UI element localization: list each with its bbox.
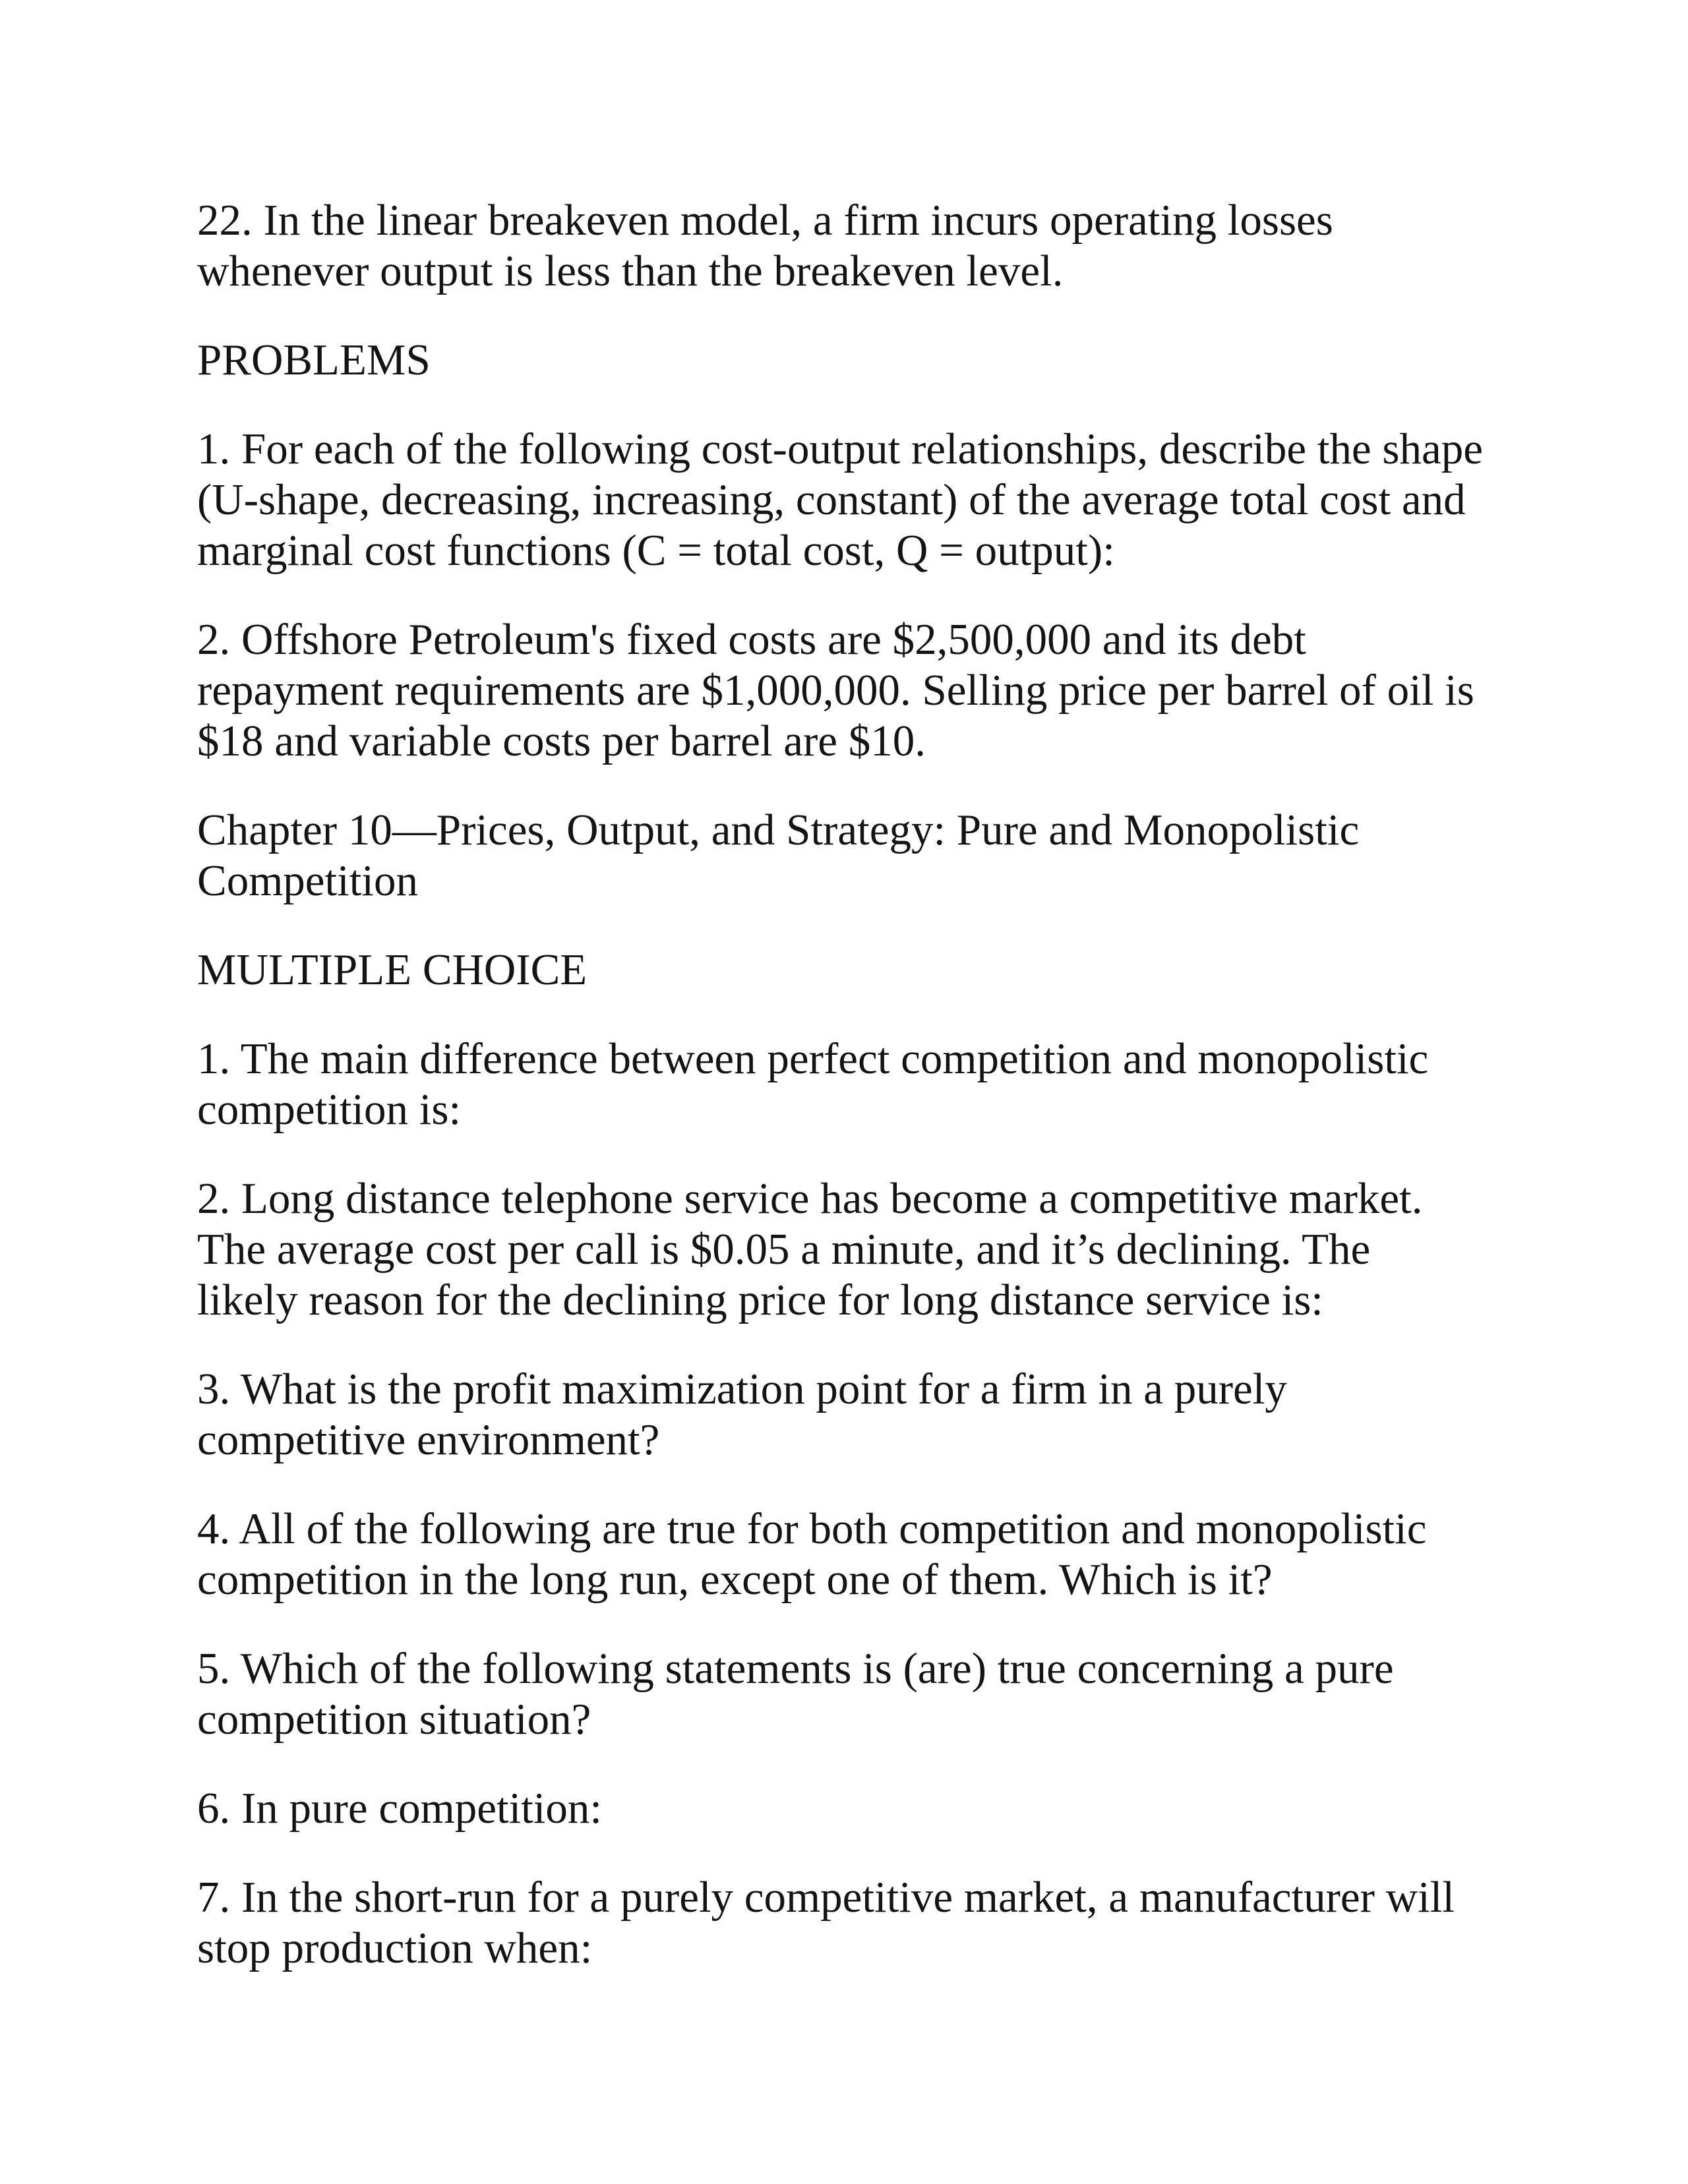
chapter-10-heading: Chapter 10—Prices, Output, and Strategy: Pure and Monopolistic Competition xyxy=(197,806,1360,905)
mc-question-5-text: 5. Which of the following statements is (are) true concerning a pure competition situation? xyxy=(197,1644,1394,1744)
mc-question-4-text: 4. All of the following are true for both competition and monopolistic competition in the long run, except one of them. Which is it? xyxy=(197,1504,1427,1604)
mc-question-1-text: 1. The main difference between perfect competition and monopolistic competition is: xyxy=(197,1034,1429,1134)
question-22-text: 22. In the linear breakeven model, a firm incurs operating losses whenever output is less than the breakeven level. xyxy=(197,196,1333,295)
mc-question-7-text: 7. In the short-run for a purely competitive market, a manufacturer will stop production when: xyxy=(197,1873,1455,1972)
multiple-choice-heading: MULTIPLE CHOICE xyxy=(197,945,588,994)
problems-heading: PROBLEMS xyxy=(197,336,431,384)
document-body xyxy=(197,195,1516,2012)
mc-question-3-text: 3. What is the profit maximization point for a firm in a purely competitive environment? xyxy=(197,1365,1287,1464)
problem-1-text: 1. For each of the following cost-output relationships, describe the shape (U-shape, decreasing, increasing, constant) of the average total cost and marginal cost functions (C = total cost, Q = output): xyxy=(197,425,1483,575)
problem-2-text: 2. Offshore Petroleum's fixed costs are $2,500,000 and its debt repayment requirements are $1,000,000. Selling price per barrel of oil is $18 and variable costs per barrel are $10. xyxy=(197,615,1474,765)
mc-question-2-text: 2. Long distance telephone service has become a competitive market. The average cost per call is $0.05 a minute, and it’s declining. The likely reason for the declining price for long distance service is: xyxy=(197,1174,1423,1324)
mc-question-6-text: 6. In pure competition: xyxy=(197,1784,603,1833)
